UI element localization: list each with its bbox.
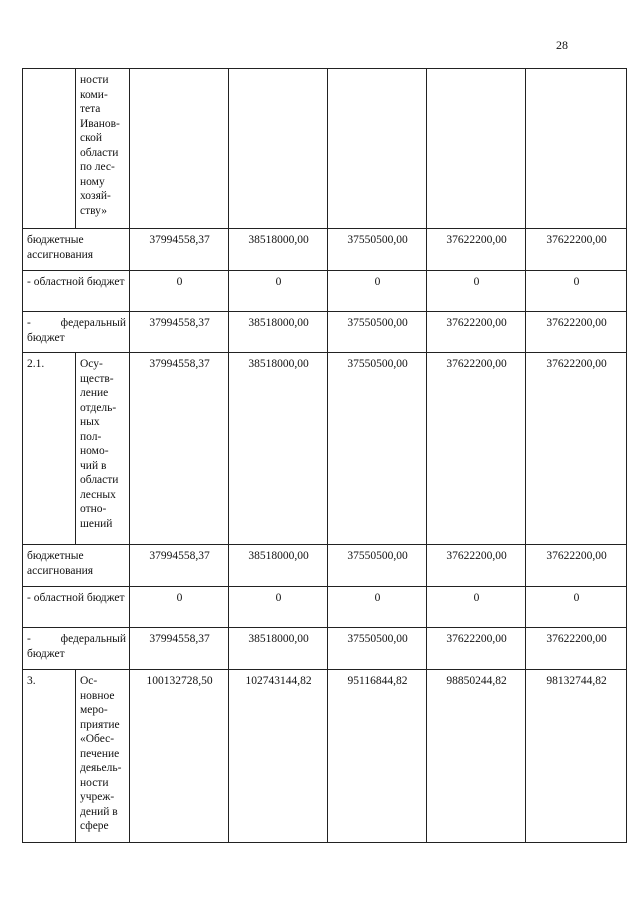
name-line: ству» xyxy=(80,204,107,217)
name-line: меро- xyxy=(80,704,108,716)
row-label: бюджетные ассигнования xyxy=(23,545,130,587)
table-row-federal-budget xyxy=(23,628,627,670)
name-line: ление xyxy=(80,387,109,399)
value-cell: 0 xyxy=(526,587,627,628)
name-line: «Обес- xyxy=(80,733,115,745)
value-cell: 0 xyxy=(229,271,328,312)
value-cell: 37622200,00 xyxy=(526,545,627,587)
value-cell: 37622200,00 xyxy=(526,312,627,353)
value-cell: 38518000,00 xyxy=(229,628,328,670)
value-cell xyxy=(130,69,229,229)
name-line: Осу- xyxy=(80,358,103,370)
value-cell: 37550500,00 xyxy=(328,229,427,271)
value-cell: 37622200,00 xyxy=(427,229,526,271)
value-cell: 37994558,37 xyxy=(130,628,229,670)
name-line: ности xyxy=(80,776,109,789)
item-number: 3. xyxy=(23,670,76,843)
value-cell: 37994558,37 xyxy=(130,545,229,587)
name-line: шений xyxy=(80,517,113,530)
name-line: номо- xyxy=(80,445,109,457)
value-cell: 37622200,00 xyxy=(526,353,627,545)
value-cell: 38518000,00 xyxy=(229,312,328,353)
name-line: лесных xyxy=(80,488,116,501)
value-cell: 37622200,00 xyxy=(427,312,526,353)
item-name-cell xyxy=(76,69,130,229)
value-cell: 98850244,82 xyxy=(427,670,526,843)
value-cell: 37550500,00 xyxy=(328,628,427,670)
table-row-item-2-1 xyxy=(23,353,627,545)
value-cell: 0 xyxy=(328,587,427,628)
name-line: отдель- xyxy=(80,401,117,414)
value-cell: 0 xyxy=(427,271,526,312)
table-row-continuation xyxy=(23,69,627,229)
value-cell: 37622200,00 xyxy=(427,545,526,587)
name-line: ской xyxy=(80,132,103,144)
name-line: Ос- xyxy=(80,675,98,687)
value-cell xyxy=(526,69,627,229)
value-cell xyxy=(427,69,526,229)
name-line: приятие xyxy=(80,718,120,731)
value-cell: 0 xyxy=(229,587,328,628)
name-line: дений в xyxy=(80,805,118,818)
name-line: печение xyxy=(80,747,120,760)
name-line: ности xyxy=(80,74,109,86)
name-line: новное xyxy=(80,689,115,702)
value-cell: 37622200,00 xyxy=(526,229,627,271)
table-row-budget-allocations xyxy=(23,545,627,587)
value-cell: 0 xyxy=(130,271,229,312)
value-cell: 37994558,37 xyxy=(130,229,229,271)
item-number: 2.1. xyxy=(23,353,76,545)
row-label: - областной бюджет xyxy=(23,587,130,628)
value-cell: 0 xyxy=(526,271,627,312)
name-line: области xyxy=(80,474,119,486)
name-line: по лес- xyxy=(80,161,115,173)
table-row-federal-budget xyxy=(23,312,627,353)
table-row-budget-allocations xyxy=(23,229,627,271)
row-label: - федеральный бюджет xyxy=(23,628,130,670)
name-line: хозяй- xyxy=(80,190,111,202)
item-name-cell xyxy=(76,353,130,545)
value-cell: 102743144,82 xyxy=(229,670,328,843)
value-cell: 38518000,00 xyxy=(229,353,328,545)
value-cell: 0 xyxy=(328,271,427,312)
table-row-regional-budget xyxy=(23,271,627,312)
value-cell: 37994558,37 xyxy=(130,312,229,353)
row-label: - областной бюджет xyxy=(23,271,130,312)
name-line: отно- xyxy=(80,503,107,515)
value-cell: 37550500,00 xyxy=(328,353,427,545)
value-cell: 98132744,82 xyxy=(526,670,627,843)
name-line: Иванов- xyxy=(80,117,120,130)
name-line: учреж- xyxy=(80,791,115,803)
budget-table xyxy=(22,68,627,843)
item-name-cell xyxy=(76,670,130,843)
name-line: ществ- xyxy=(80,372,114,385)
value-cell: 0 xyxy=(427,587,526,628)
name-line: ных xyxy=(80,416,100,428)
value-cell: 37622200,00 xyxy=(526,628,627,670)
number-cell xyxy=(23,69,76,229)
table-row-regional-budget xyxy=(23,587,627,628)
value-cell: 95116844,82 xyxy=(328,670,427,843)
value-cell: 38518000,00 xyxy=(229,545,328,587)
name-line: ному xyxy=(80,175,105,188)
value-cell: 100132728,50 xyxy=(130,670,229,843)
name-line: коми- xyxy=(80,88,108,101)
table-row-item-3 xyxy=(23,670,627,843)
name-line: деяьель- xyxy=(80,762,122,774)
page-number: 28 xyxy=(556,38,568,52)
value-cell: 37550500,00 xyxy=(328,545,427,587)
value-cell xyxy=(229,69,328,229)
value-cell xyxy=(328,69,427,229)
value-cell: 37994558,37 xyxy=(130,353,229,545)
name-line: тета xyxy=(80,103,101,115)
name-line: пол- xyxy=(80,430,102,443)
value-cell: 38518000,00 xyxy=(229,229,328,271)
row-label: - федеральный бюджет xyxy=(23,312,130,353)
row-label: бюджетные ассигнования xyxy=(23,229,130,271)
value-cell: 37622200,00 xyxy=(427,628,526,670)
value-cell: 37550500,00 xyxy=(328,312,427,353)
name-line: чий в xyxy=(80,459,107,472)
value-cell: 0 xyxy=(130,587,229,628)
name-line: области xyxy=(80,146,119,159)
name-line: сфере xyxy=(80,820,109,832)
value-cell: 37622200,00 xyxy=(427,353,526,545)
